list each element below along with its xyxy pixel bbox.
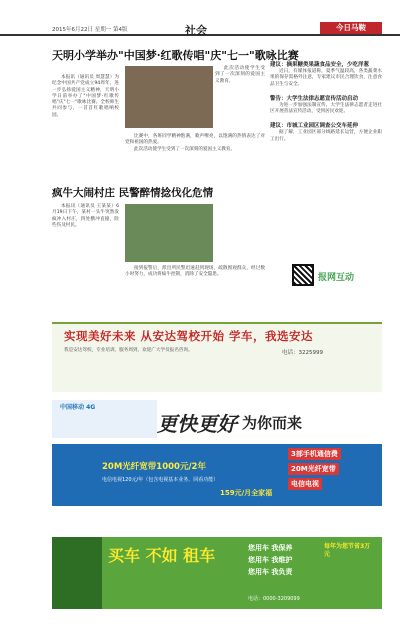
- ad3-title: 买车 不如 租车: [108, 546, 216, 565]
- story1-photo: [125, 66, 213, 128]
- section-name: 社会: [185, 24, 207, 37]
- ad2-offer-2: 电信电视120元/年（包含电视基本业务、回看功能）: [102, 477, 219, 483]
- driving-school-ad[interactable]: [52, 322, 382, 392]
- ad1-text: 我是安达驾校，专业培训，服务周到，欢迎广大学员报名咨询。: [64, 348, 193, 353]
- story2-body: [52, 204, 119, 229]
- ad2-badge-3: 电信电视: [288, 478, 322, 490]
- story1-body: [52, 75, 119, 119]
- right-headline-1: 建议：摘果糖类果蔬食品安全，少吃洋葱: [270, 62, 370, 68]
- page-header: [0, 0, 400, 36]
- right-headline-2: 警告：大学生法律志愿宣传活动启动: [270, 95, 359, 102]
- right-headline-3: 建议：市城工业园区调查公交车延伸: [270, 123, 359, 130]
- ad2-slogan-a: 更快更好: [157, 412, 237, 436]
- story2-photo: [125, 204, 213, 262]
- ad3-tag-3: 您用车 我负责: [248, 568, 293, 576]
- story1-title: 天明小学举办"中国梦·红歌传唱"庆"七一"歌咏比赛: [52, 49, 299, 62]
- ad3-tag-2: 您用车 我维护: [248, 556, 293, 564]
- right-column: [270, 62, 382, 143]
- story2-title: 疯牛大闹村庄 民警醉情捻伐化危情: [52, 187, 214, 199]
- story1-para: 本报讯（通讯员 周慧慧）为纪念中国共产党成立94周年，进一步弘扬爱国主义精神，天明小学日前举办了"中国梦·红歌传唱"庆"七一"歌咏比赛。全校师生共同参与，一首首红歌唱响校园。: [52, 75, 119, 118]
- ad2-offer-3: 159元/月全家福: [220, 489, 273, 497]
- qr-label: 报网互动: [318, 273, 355, 283]
- story1-body-3: [215, 66, 265, 85]
- story1-para: 比赛中，各班同学精神饱满，歌声嘹亮，以饱满的热情表达了对党和祖国的热爱。: [125, 134, 265, 146]
- issue-date: 2015年6月22日 星期一 第4版: [52, 27, 128, 33]
- ad1-phone: 电话：3225999: [282, 350, 323, 356]
- story2-para: 本报讯（通讯员 王某某）6月19日下午，某村一头牛突然发疯冲入村庄，四处横冲直撞，险些伤及村民。: [52, 204, 119, 228]
- ad3-tag-1: 您用车 我保养: [248, 544, 293, 552]
- ad2-brand: 中国移动 4G: [60, 404, 96, 411]
- story2-para: 接到报警后，派出所民警迅速赶到现场，疏散围观群众，经过数小时努力，成功将疯牛控制，消除了安全隐患。: [125, 266, 265, 278]
- ad2-badge-2: 20M光纤宽带: [288, 463, 339, 475]
- ad3-phone: 电话：0000-3209099: [248, 596, 300, 602]
- ad2-offer-1: 20M光纤宽带1000元/2年: [102, 462, 206, 472]
- ad2-badge-1: 3部手机通信费: [288, 448, 341, 460]
- ad1-title: 实现美好未来 从安达驾校开始 学车，我选安达: [64, 329, 314, 343]
- telecom-ad[interactable]: [52, 400, 382, 533]
- qr-code-icon[interactable]: [292, 264, 314, 286]
- car-rental-ad[interactable]: [52, 537, 382, 609]
- ad2-slogan-b: 为你而来: [242, 414, 303, 432]
- story2-body-2: [125, 266, 265, 279]
- right-para-2: 为进一步加强法制宣传，大学生法律志愿者走进社区开展普法宣传活动，受到居民欢迎。: [270, 102, 382, 115]
- story1-para: 此次活动使学生受到了一次深刻的爱国主义教育。: [215, 66, 265, 84]
- ad3-note: 每年为您节省3万元: [324, 543, 371, 558]
- story1-body-2: [125, 134, 265, 153]
- right-para-1: 近日，有媒体报道称，夏季气温较高，各类蔬菜水果的保存需格外注意，专家建议市民合理饮食，注意食品卫生与安全。: [270, 69, 382, 87]
- story1-para: 此次活动使学生受到了一次深刻的爱国主义教育。: [134, 146, 236, 152]
- ad3-logo-box: [52, 537, 102, 609]
- right-para-3: 据了解，工业园区部分线路延长运营，方便企业职工出行。: [270, 130, 382, 142]
- paper-logo: 今日马鞍: [320, 22, 382, 34]
